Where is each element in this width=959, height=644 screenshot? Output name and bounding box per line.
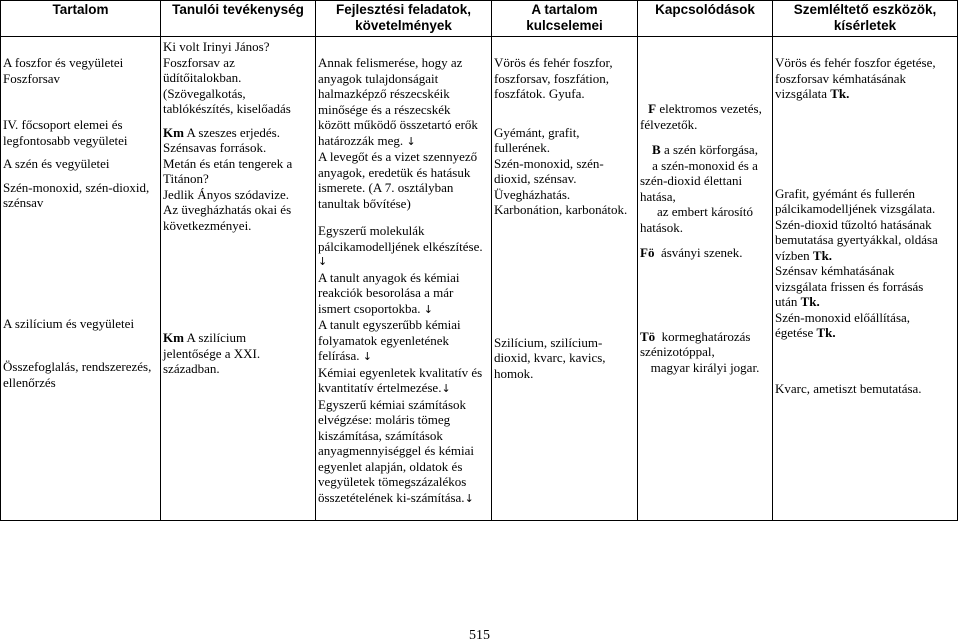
requirement-line: Annak felismerése, hogy az bbox=[318, 55, 463, 70]
header-tanuloi-tevekenyseg: Tanulói tevékenység bbox=[161, 1, 316, 37]
activity-line: jelentősége a XXI. bbox=[163, 345, 261, 361]
requirement-line: elvégzése: moláris tömeg bbox=[318, 412, 451, 427]
down-arrow-icon: ↓ bbox=[441, 382, 451, 395]
demo-line: foszforsav kémhatásának bbox=[775, 70, 907, 86]
header-szemlelteto-eszkozok: Szemléltető eszközök, kísérletek bbox=[773, 1, 958, 37]
activity-km-block bbox=[163, 125, 313, 141]
demo-line: Kvarc, ametiszt bemutatása. bbox=[775, 380, 922, 396]
requirement-line: összetételének ki-számítása. bbox=[318, 489, 465, 505]
content-row bbox=[1, 37, 958, 521]
activity-line: Az üvegházhatás okai és bbox=[163, 202, 292, 217]
km-label: Km bbox=[163, 330, 184, 345]
topic-osszefoglalas-1: Összefoglalás, rendszerezés, bbox=[3, 359, 152, 374]
header-kapcsolodasok: Kapcsolódások bbox=[638, 1, 773, 37]
requirement-line: folyamatok egyenletének bbox=[318, 332, 450, 348]
topic-szen: A szén és vegyületei bbox=[3, 156, 110, 171]
tk-label: Tk. bbox=[812, 247, 833, 263]
requirement-line: között működő összetartó erők bbox=[318, 117, 478, 132]
connection-line: a szén-monoxid és a bbox=[652, 157, 758, 173]
activity-line: (Szövegalkotás, bbox=[163, 85, 246, 101]
key-element-line: foszfátok. Gyufa. bbox=[494, 86, 585, 101]
key-element-line: Üvegházhatás. bbox=[494, 186, 571, 202]
key-element-line: Karbonátion, karbonátok. bbox=[494, 202, 628, 217]
demo-line: égetése bbox=[775, 325, 814, 340]
key-element-line: homok. bbox=[494, 365, 534, 381]
topic-iv-focsoport-2: legfontosabb vegyületei bbox=[3, 132, 128, 148]
key-element-line: Gyémánt, grafit, bbox=[494, 124, 580, 140]
demo-line: vízben bbox=[775, 247, 810, 263]
topic-foszfor: A foszfor és vegyületei bbox=[3, 55, 124, 70]
topic-osszefoglalas-2: ellenőrzés bbox=[3, 374, 56, 390]
connection-line: az embert károsító bbox=[656, 204, 753, 219]
requirement-line: tanultak bővítése) bbox=[318, 195, 411, 211]
activity-line: Titánon? bbox=[163, 171, 209, 186]
activity-line: tablókészítés, kiselőadás bbox=[163, 101, 291, 116]
requirement-line: ismert csoportokba. bbox=[318, 300, 421, 316]
topic-iv-focsoport-1: IV. főcsoport elemei és bbox=[3, 117, 123, 132]
requirement-line: A tanult egyszerűbb kémiai bbox=[318, 317, 461, 332]
activity-km-block-2 bbox=[163, 330, 313, 346]
requirement-line: anyagok tulajdonságait bbox=[318, 70, 439, 86]
key-element-line: Szén-monoxid, szén- bbox=[494, 155, 604, 171]
cell-kapcsolodasok bbox=[638, 37, 773, 521]
demo-line: vizsgálata frissen és forrásás bbox=[775, 278, 924, 294]
requirement-line: anyagmennyiséggel és kémiai bbox=[318, 443, 474, 458]
key-element-line: Szilícium, szilícium- bbox=[494, 334, 603, 350]
key-element-line: dioxid, szénsav. bbox=[494, 171, 577, 186]
activity-line: Ki volt Irinyi János? bbox=[163, 39, 270, 54]
connection-history bbox=[640, 329, 770, 345]
requirement-line: anyagok, eredetük és hatásuk bbox=[318, 164, 471, 180]
cell-szemlelteto-eszkozok bbox=[773, 37, 958, 521]
header-row bbox=[1, 1, 958, 37]
tk-label: Tk. bbox=[830, 86, 850, 101]
connection-geography bbox=[640, 245, 770, 261]
key-element-line: Vörös és fehér foszfor, bbox=[494, 55, 613, 70]
requirement-line: ismerete. (A 7. osztályban bbox=[318, 180, 454, 195]
connection-line: magyar királyi jogar. bbox=[650, 359, 760, 375]
header-fejlesztesi-feladatok: Fejlesztési feladatok, követelmények bbox=[316, 1, 492, 37]
demo-line: Vörös és fehér foszfor égetése, bbox=[775, 55, 936, 70]
requirement-line: Egyszerű molekulák bbox=[318, 223, 425, 238]
down-arrow-icon: ↓ bbox=[464, 491, 474, 505]
demo-line: Szén-monoxid előállítása, bbox=[775, 309, 911, 325]
tk-label: Tk. bbox=[816, 325, 836, 340]
connection-line: hatása, bbox=[640, 188, 676, 204]
down-arrow-icon: ↓ bbox=[423, 302, 434, 316]
requirement-line: Egyszerű kémiai számítások bbox=[318, 396, 467, 412]
activity-line: Szénsavas források. bbox=[163, 140, 267, 155]
km-label: Km bbox=[163, 124, 184, 140]
requirement-line: halmazképző részecskéik bbox=[318, 86, 450, 101]
requirement-line: reakciók besorolása a már bbox=[318, 285, 454, 300]
cell-fejlesztesi-feladatok bbox=[316, 37, 492, 521]
requirement-line: felírása. bbox=[318, 348, 360, 363]
requirement-line: kiszámítása, számítások bbox=[318, 427, 443, 443]
requirement-line: A levegőt és a vizet szennyező bbox=[318, 149, 478, 164]
subject-code: Fö bbox=[640, 245, 655, 260]
down-arrow-icon: ↓ bbox=[362, 350, 372, 363]
connection-line: a szén körforgása, bbox=[663, 142, 758, 157]
page-number: 515 bbox=[469, 628, 490, 643]
requirement-line: vegyületek tömegszázalékos bbox=[318, 474, 467, 489]
activity-line: században. bbox=[163, 361, 220, 376]
demo-line: után bbox=[775, 294, 798, 309]
demo-line: Szén-dioxid tűzoltó hatásának bbox=[775, 216, 932, 232]
connection-biology bbox=[640, 142, 770, 158]
tk-label: Tk. bbox=[800, 294, 820, 309]
demo-line: bemutatása gyertyákkal, oldása bbox=[775, 232, 938, 247]
subject-code: B bbox=[652, 142, 661, 157]
topic-szensav: szénsav bbox=[3, 195, 44, 210]
activity-line: üdítőitalokban. bbox=[163, 70, 242, 85]
requirement-line: egyenlet alapján, oldatok és bbox=[318, 458, 463, 474]
demo-line: Szénsav kémhatásának bbox=[775, 263, 895, 278]
subject-code: F bbox=[648, 101, 657, 116]
requirement-line: minősége és a részecskék bbox=[318, 101, 451, 117]
demo-line: Grafit, gyémánt és fullerén bbox=[775, 185, 916, 201]
header-kulcselemek: A tartalom kulcselemei bbox=[492, 1, 638, 37]
connection-line: kormeghatározás bbox=[661, 328, 751, 344]
activity-line: A szilícium bbox=[186, 330, 247, 345]
connection-line: elektromos vezetés, bbox=[659, 101, 762, 116]
connection-line: szénizotóppal, bbox=[640, 344, 715, 359]
key-element-line: dioxid, kvarc, kavics, bbox=[494, 350, 606, 365]
connection-physics bbox=[640, 101, 770, 117]
activity-line: következményei. bbox=[163, 217, 252, 233]
demo-line: vizsgálata bbox=[775, 86, 827, 101]
cell-tanuloi-tevekenyseg bbox=[161, 37, 316, 521]
activity-line: Foszforsav az bbox=[163, 54, 235, 70]
connection-line: félvezetők. bbox=[640, 116, 698, 132]
activity-line: A szeszes erjedés. bbox=[186, 124, 280, 140]
requirement-line: A tanult anyagok és kémiai bbox=[318, 269, 460, 285]
connection-line: hatások. bbox=[640, 219, 683, 235]
down-arrow-icon: ↓ bbox=[318, 255, 328, 268]
requirement-line: kvantitatív értelmezése. bbox=[318, 380, 442, 395]
requirement-line: Kémiai egyenletek kvalitatív és bbox=[318, 364, 483, 380]
header-tartalom: Tartalom bbox=[1, 1, 161, 37]
requirement-line: pálcikamodelljének elkészítése. bbox=[318, 238, 483, 254]
topic-foszforsav: Foszforsav bbox=[3, 70, 61, 86]
connection-line: ásványi szenek. bbox=[660, 245, 743, 260]
cell-tartalom bbox=[1, 37, 161, 521]
requirement-line: határozzák meg. bbox=[318, 132, 404, 148]
connection-line: szén-dioxid élettani bbox=[640, 173, 743, 188]
key-element-line: fullerének. bbox=[494, 140, 550, 155]
activity-line: Jedlik Ányos szódavize. bbox=[163, 186, 290, 202]
topic-szilicium: A szilícium és vegyületei bbox=[3, 315, 135, 331]
key-element-line: foszforsav, foszfátion, bbox=[494, 70, 610, 86]
demo-line: pálcikamodelljének vizsgálata. bbox=[775, 201, 936, 216]
topic-szen-monoxid: Szén-monoxid, szén-dioxid, bbox=[3, 179, 150, 195]
down-arrow-icon: ↓ bbox=[406, 134, 416, 148]
activity-line: Metán és etán tengerek a bbox=[163, 155, 293, 171]
cell-kulcselemek bbox=[492, 37, 638, 521]
subject-code: Tö bbox=[640, 328, 656, 344]
